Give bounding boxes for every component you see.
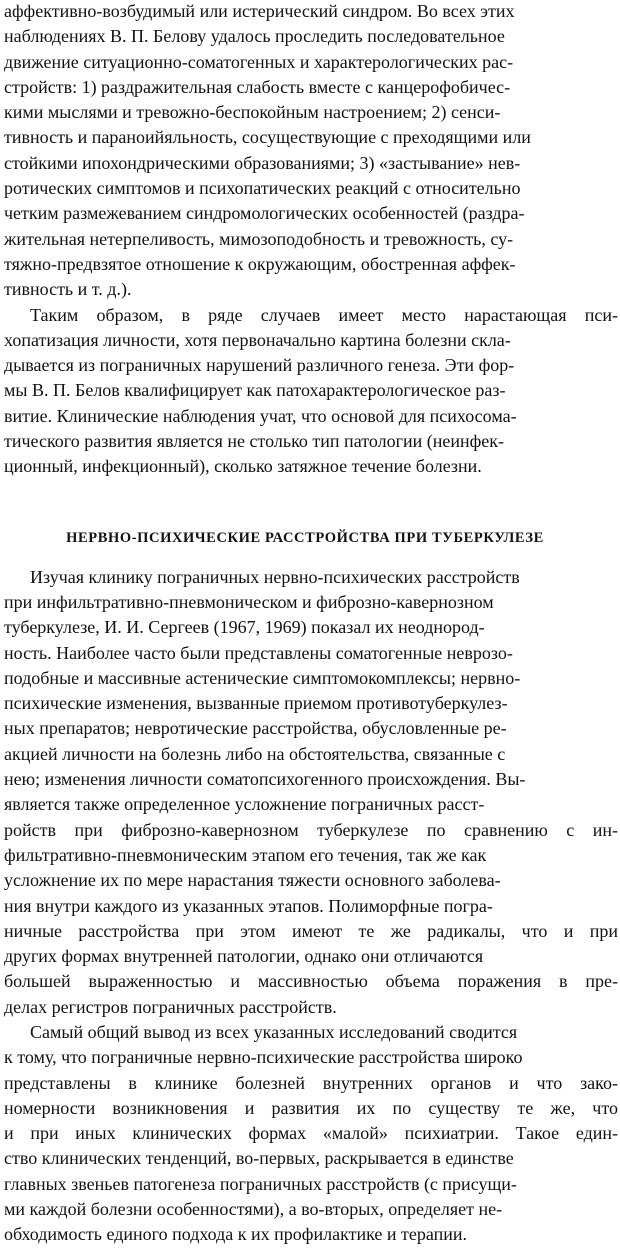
text-line: мы В. П. Белов квалифицирует как патохарактерологическое раз- bbox=[4, 380, 506, 401]
text-line: обходимость единого подхода к их профилактике и терапии. bbox=[4, 1224, 467, 1245]
text-line: ничные расстройства при этом имеют те же радикалы, что и при bbox=[4, 920, 618, 941]
paragraph-first-line: Самый общий вывод из всех указанных исследований сводится bbox=[30, 1021, 518, 1042]
text-line: ройств при фиброзно-кавернозном туберкулезе по сравнению с ин- bbox=[4, 819, 618, 840]
text-line: усложнение их по мере нарастания тяжести основного заболева- bbox=[4, 870, 501, 891]
text-line: к тому, что пограничные нервно-психические расстройства широко bbox=[4, 1047, 523, 1068]
text-line: большей выраженностью и массивностью объема поражения в пре- bbox=[4, 971, 618, 992]
summary-paragraph bbox=[4, 303, 618, 480]
text-line: ния внутри каждого из указанных этапов. Полиморфные погра- bbox=[4, 895, 493, 916]
continuation-paragraph bbox=[4, 0, 618, 303]
text-line: ми каждой болезни особенностями), а во-вторых, определяет не- bbox=[4, 1199, 503, 1220]
text-line: является также определенное усложнение пограничных расст- bbox=[4, 794, 485, 815]
text-line: стройств: 1) раздражительная слабость вместе с канцерофобичес- bbox=[4, 76, 511, 97]
text-line: подобные и массивные астенические симптомокомплексы; нервно- bbox=[4, 667, 521, 688]
text-line: психические изменения, вызванные приемом противотуберкулез- bbox=[4, 693, 508, 714]
text-line: фильтративно-пневмоническим этапом его течения, так же как bbox=[4, 844, 487, 865]
text-line: делах регистров пограничных расстройств. bbox=[4, 996, 337, 1017]
text-line: стойкими ипохондрическими образованиями; 3) «застывание» нев- bbox=[4, 152, 521, 173]
text-line: тяжно-предвзятое отношение к окружающим, обостренная аффек- bbox=[4, 253, 516, 274]
text-line: четким размежеванием синдромологических особенностей (раздра- bbox=[4, 203, 525, 224]
text-line: при инфильтративно-пневмоническом и фиброзно-кавернозном bbox=[4, 591, 494, 612]
section-heading: НЕРВНО-ПСИХИЧЕСКИЕ РАССТРОЙСТВА ПРИ ТУБЕРКУЛЕЗЕ bbox=[66, 529, 544, 546]
text-line: и при иных клинических формах «малой» психиатрии. Такое един- bbox=[4, 1123, 618, 1144]
tuberculosis-paragraph bbox=[4, 565, 618, 1020]
text-line: тивность и параноийяльность, сосуществующие с преходящими или bbox=[4, 127, 531, 148]
text-line: ротических симптомов и психопатических реакций с относительно bbox=[4, 178, 521, 199]
text-line: хопатизация личности, хотя первоначально картина болезни скла- bbox=[4, 329, 511, 350]
text-line: дывается из пограничных нарушений различного генеза. Эти фор- bbox=[4, 355, 515, 376]
text-line: представлены в клинике болезней внутренних органов и что зако- bbox=[4, 1072, 618, 1093]
text-line: ционный, инфекционный), сколько затяжное течение болезни. bbox=[4, 456, 482, 477]
text-line: витие. Клинические наблюдения учат, что основой для психосома- bbox=[4, 405, 517, 426]
text-line: нею; изменения личности соматопсихогенного происхождения. Вы- bbox=[4, 769, 526, 790]
text-line: других формах внутренней патологии, однако они отличаются bbox=[4, 946, 484, 967]
text-line: жительная нетерпеливость, мимозоподобность и тревожность, су- bbox=[4, 228, 514, 249]
text-line: тического развития является не столько тип патологии (неинфек- bbox=[4, 431, 505, 452]
text-line: ность. Наиболее часто были представлены соматогенные неврозо- bbox=[4, 642, 513, 663]
text-line: тивность и т. д.). bbox=[4, 279, 132, 300]
text-line: ство клинических тенденций, во-первых, раскрывается в единстве bbox=[4, 1148, 514, 1169]
text-line: туберкулезе, И. И. Сергеев (1967, 1969) показал их неоднород- bbox=[4, 617, 485, 638]
text-line: кими мыслями и тревожно-беспокойным настроением; 2) сенси- bbox=[4, 102, 501, 123]
text-line: номерности возникновения и развития их по существу те же, что bbox=[4, 1097, 618, 1118]
text-line: движение ситуационно-соматогенных и характерологических рас- bbox=[4, 51, 514, 72]
conclusion-paragraph bbox=[4, 1020, 618, 1248]
text-line: наблюдениях В. П. Белову удалось проследить последовательное bbox=[4, 26, 505, 47]
text-line: акцией личности на болезнь либо на обстоятельства, связанные с bbox=[4, 743, 506, 764]
paragraph-first-line: Таким образом, в ряде случаев имеет место нарастающая пси- bbox=[30, 304, 618, 325]
text-line: аффективно-возбудимый или истерический синдром. Во всех этих bbox=[4, 1, 515, 21]
text-line: ных препаратов; невротические расстройства, обусловленные ре- bbox=[4, 718, 507, 739]
text-line: главных звеньев патогенеза пограничных расстройств (с присущи- bbox=[4, 1173, 517, 1194]
paragraph-first-line: Изучая клинику пограничных нервно-психических расстройств bbox=[30, 566, 520, 587]
